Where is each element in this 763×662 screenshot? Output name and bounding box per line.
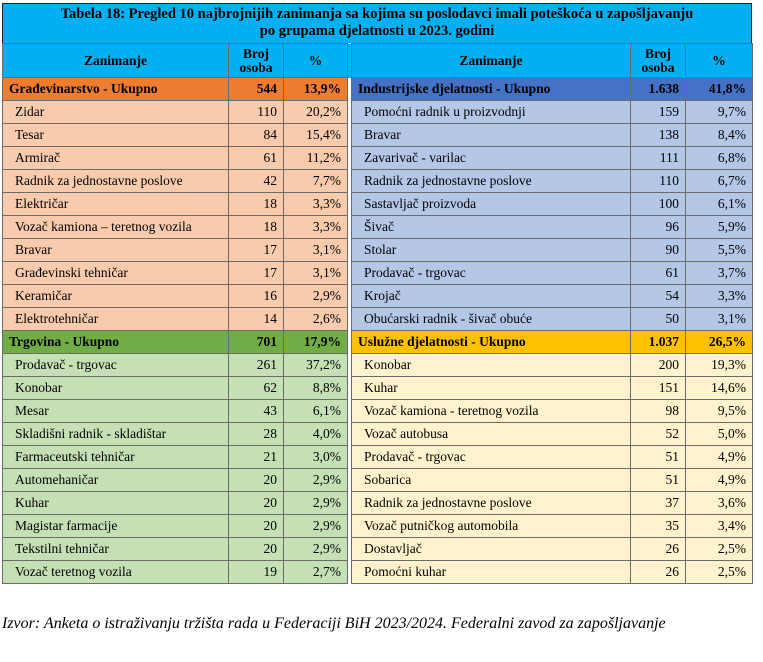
occupation-percent: 4,9% <box>686 469 753 492</box>
occupation-count: 20 <box>229 492 284 515</box>
table-row <box>3 561 753 584</box>
occupation-percent: 2,5% <box>686 538 753 561</box>
occupation-name: Vozač putničkog automobila <box>352 515 631 538</box>
table-row <box>3 262 753 285</box>
occupation-count: 20 <box>229 469 284 492</box>
occupation-percent: 3,6% <box>686 492 753 515</box>
table-row <box>3 469 753 492</box>
occupation-percent: 6,8% <box>686 147 753 170</box>
occupation-name: Skladišni radnik - skladištar <box>3 423 229 446</box>
table-container <box>2 3 752 584</box>
table-row <box>3 354 753 377</box>
occupation-percent: 3,3% <box>284 216 348 239</box>
group-total-percent: 17,9% <box>284 331 348 354</box>
occupation-percent: 2,5% <box>686 561 753 584</box>
table-row <box>3 193 753 216</box>
occupation-name: Radnik za jednostavne poslove <box>3 170 229 193</box>
occupation-percent: 2,9% <box>284 469 348 492</box>
group-total-count: 1.638 <box>631 78 686 101</box>
occupation-name: Vozač teretnog vozila <box>3 561 229 584</box>
occupation-name: Zavarivač - varilac <box>352 147 631 170</box>
occupation-name: Sobarica <box>352 469 631 492</box>
occupation-percent: 15,4% <box>284 124 348 147</box>
group-total-count: 701 <box>229 331 284 354</box>
header-count-line2: osoba <box>641 59 675 75</box>
occupation-name: Pomoćni kuhar <box>352 561 631 584</box>
group-total-name: Industrijske djelatnosti - Ukupno <box>352 78 631 101</box>
occupation-count: 14 <box>229 308 284 331</box>
table-row <box>3 147 753 170</box>
occupation-count: 151 <box>631 377 686 400</box>
occupation-name: Armirač <box>3 147 229 170</box>
occupation-percent: 9,5% <box>686 400 753 423</box>
group-total-name: Građevinarstvo - Ukupno <box>3 78 229 101</box>
occupation-name: Obućarski radnik - šivač obuće <box>352 308 631 331</box>
occupation-name: Pomoćni radnik u proizvodnji <box>352 101 631 124</box>
table-title-line-2: po grupama djelatnosti u 2023. godini <box>259 23 495 39</box>
occupation-count: 43 <box>229 400 284 423</box>
group-total-name: Uslužne djelatnosti - Ukupno <box>352 331 631 354</box>
group-total-percent: 26,5% <box>686 331 753 354</box>
occupation-count: 54 <box>631 285 686 308</box>
table-row <box>3 239 753 262</box>
occupation-count: 100 <box>631 193 686 216</box>
group-total-percent: 41,8% <box>686 78 753 101</box>
table-row <box>3 308 753 331</box>
occupation-name: Radnik za jednostavne poslove <box>352 170 631 193</box>
occupation-name: Vozač kamiona – teretnog vozila <box>3 216 229 239</box>
occupation-name: Prodavač - trgovac <box>352 262 631 285</box>
occupation-percent: 8,4% <box>686 124 753 147</box>
occupation-percent: 2,6% <box>284 308 348 331</box>
occupation-percent: 3,0% <box>284 446 348 469</box>
occupation-name: Bravar <box>3 239 229 262</box>
occupation-name: Građevinski tehničar <box>3 262 229 285</box>
occupation-count: 96 <box>631 216 686 239</box>
occupation-name: Kuhar <box>3 492 229 515</box>
table-row <box>3 101 753 124</box>
occupation-count: 17 <box>229 262 284 285</box>
occupation-count: 261 <box>229 354 284 377</box>
table-row <box>3 124 753 147</box>
occupation-percent: 3,4% <box>686 515 753 538</box>
occupation-count: 20 <box>229 538 284 561</box>
occupation-name: Radnik za jednostavne poslove <box>352 492 631 515</box>
occupation-name: Prodavač - trgovac <box>352 446 631 469</box>
occupation-count: 110 <box>631 170 686 193</box>
occupation-name: Stolar <box>352 239 631 262</box>
occupation-name: Mesar <box>3 400 229 423</box>
occupation-count: 84 <box>229 124 284 147</box>
occupation-name: Sastavljač proizvoda <box>352 193 631 216</box>
occupation-percent: 2,7% <box>284 561 348 584</box>
occupation-count: 90 <box>631 239 686 262</box>
occupation-name: Vozač autobusa <box>352 423 631 446</box>
occupation-percent: 5,5% <box>686 239 753 262</box>
group-total-percent: 13,9% <box>284 78 348 101</box>
occupation-name: Vozač kamiona - teretnog vozila <box>352 400 631 423</box>
occupation-count: 37 <box>631 492 686 515</box>
occupation-percent: 20,2% <box>284 101 348 124</box>
occupation-count: 111 <box>631 147 686 170</box>
occupation-count: 19 <box>229 561 284 584</box>
header-count-line2: osoba <box>239 59 273 75</box>
occupation-count: 26 <box>631 538 686 561</box>
table-row <box>3 377 753 400</box>
group-total-count: 544 <box>229 78 284 101</box>
occupation-name: Keramičar <box>3 285 229 308</box>
occupation-count: 159 <box>631 101 686 124</box>
occupation-count: 61 <box>631 262 686 285</box>
occupation-percent: 2,9% <box>284 285 348 308</box>
occupation-name: Magistar farmacije <box>3 515 229 538</box>
header-percent-left: % <box>284 44 348 78</box>
occupation-percent: 3,1% <box>686 308 753 331</box>
occupation-percent: 11,2% <box>284 147 348 170</box>
table-row <box>3 515 753 538</box>
header-count-right <box>631 44 686 78</box>
table-row <box>3 538 753 561</box>
source-note: Izvor: Anketa o istraživanju tržišta rada u Federaciji BiH 2023/2024. Federalni zavod za zapošljavanje <box>2 615 666 632</box>
table-row <box>3 285 753 308</box>
header-count-line1: Broj <box>243 45 269 61</box>
occupation-name: Šivač <box>352 216 631 239</box>
occupation-count: 62 <box>229 377 284 400</box>
table-title-line-1: Tabela 18: Pregled 10 najbrojnijih zanimanja sa kojima su poslodavci imali poteškoća u zapošljavanju <box>60 6 694 22</box>
occupation-count: 16 <box>229 285 284 308</box>
occupation-percent: 8,8% <box>284 377 348 400</box>
occupation-count: 138 <box>631 124 686 147</box>
occupation-count: 200 <box>631 354 686 377</box>
occupation-percent: 3,3% <box>686 285 753 308</box>
occupation-name: Konobar <box>3 377 229 400</box>
occupation-count: 42 <box>229 170 284 193</box>
occupation-count: 17 <box>229 239 284 262</box>
table-row <box>3 400 753 423</box>
occupations-table <box>2 43 753 584</box>
occupation-name: Zidar <box>3 101 229 124</box>
occupation-percent: 5,9% <box>686 216 753 239</box>
occupation-name: Konobar <box>352 354 631 377</box>
header-occupation-right: Zanimanje <box>352 44 631 78</box>
group-total-row <box>3 78 753 101</box>
header-percent-right: % <box>686 44 753 78</box>
occupation-percent: 4,0% <box>284 423 348 446</box>
occupation-name: Tesar <box>3 124 229 147</box>
occupation-count: 18 <box>229 193 284 216</box>
occupation-count: 51 <box>631 446 686 469</box>
occupation-percent: 2,9% <box>284 492 348 515</box>
occupation-percent: 3,1% <box>284 262 348 285</box>
header-occupation-left: Zanimanje <box>3 44 229 78</box>
header-row <box>3 44 753 78</box>
table-title <box>2 3 752 43</box>
occupation-percent: 37,2% <box>284 354 348 377</box>
header-count-line1: Broj <box>645 45 671 61</box>
occupation-name: Dostavljač <box>352 538 631 561</box>
group-total-row <box>3 331 753 354</box>
table-row <box>3 492 753 515</box>
occupation-count: 61 <box>229 147 284 170</box>
occupation-name: Elektrotehničar <box>3 308 229 331</box>
table-row <box>3 423 753 446</box>
occupation-name: Bravar <box>352 124 631 147</box>
occupation-percent: 6,7% <box>686 170 753 193</box>
occupation-percent: 2,9% <box>284 515 348 538</box>
occupation-percent: 9,7% <box>686 101 753 124</box>
occupation-count: 50 <box>631 308 686 331</box>
occupation-percent: 5,0% <box>686 423 753 446</box>
occupation-percent: 2,9% <box>284 538 348 561</box>
occupation-count: 18 <box>229 216 284 239</box>
occupation-count: 28 <box>229 423 284 446</box>
occupation-count: 20 <box>229 515 284 538</box>
occupation-count: 26 <box>631 561 686 584</box>
occupation-count: 110 <box>229 101 284 124</box>
occupation-percent: 3,3% <box>284 193 348 216</box>
occupation-name: Prodavač - trgovac <box>3 354 229 377</box>
occupation-percent: 3,7% <box>686 262 753 285</box>
occupation-percent: 6,1% <box>686 193 753 216</box>
occupation-percent: 19,3% <box>686 354 753 377</box>
occupation-count: 21 <box>229 446 284 469</box>
occupation-name: Kuhar <box>352 377 631 400</box>
occupation-name: Električar <box>3 193 229 216</box>
group-total-count: 1.037 <box>631 331 686 354</box>
occupation-percent: 7,7% <box>284 170 348 193</box>
occupation-name: Automehaničar <box>3 469 229 492</box>
occupation-percent: 4,9% <box>686 446 753 469</box>
occupation-name: Tekstilni tehničar <box>3 538 229 561</box>
occupation-percent: 3,1% <box>284 239 348 262</box>
occupation-count: 51 <box>631 469 686 492</box>
header-count-left <box>229 44 284 78</box>
occupation-count: 52 <box>631 423 686 446</box>
occupation-percent: 6,1% <box>284 400 348 423</box>
occupation-percent: 14,6% <box>686 377 753 400</box>
occupation-name: Krojač <box>352 285 631 308</box>
occupation-count: 35 <box>631 515 686 538</box>
table-body <box>3 44 753 584</box>
table-row <box>3 216 753 239</box>
occupation-name: Farmaceutski tehničar <box>3 446 229 469</box>
table-row <box>3 446 753 469</box>
occupation-count: 98 <box>631 400 686 423</box>
table-row <box>3 170 753 193</box>
group-total-name: Trgovina - Ukupno <box>3 331 229 354</box>
